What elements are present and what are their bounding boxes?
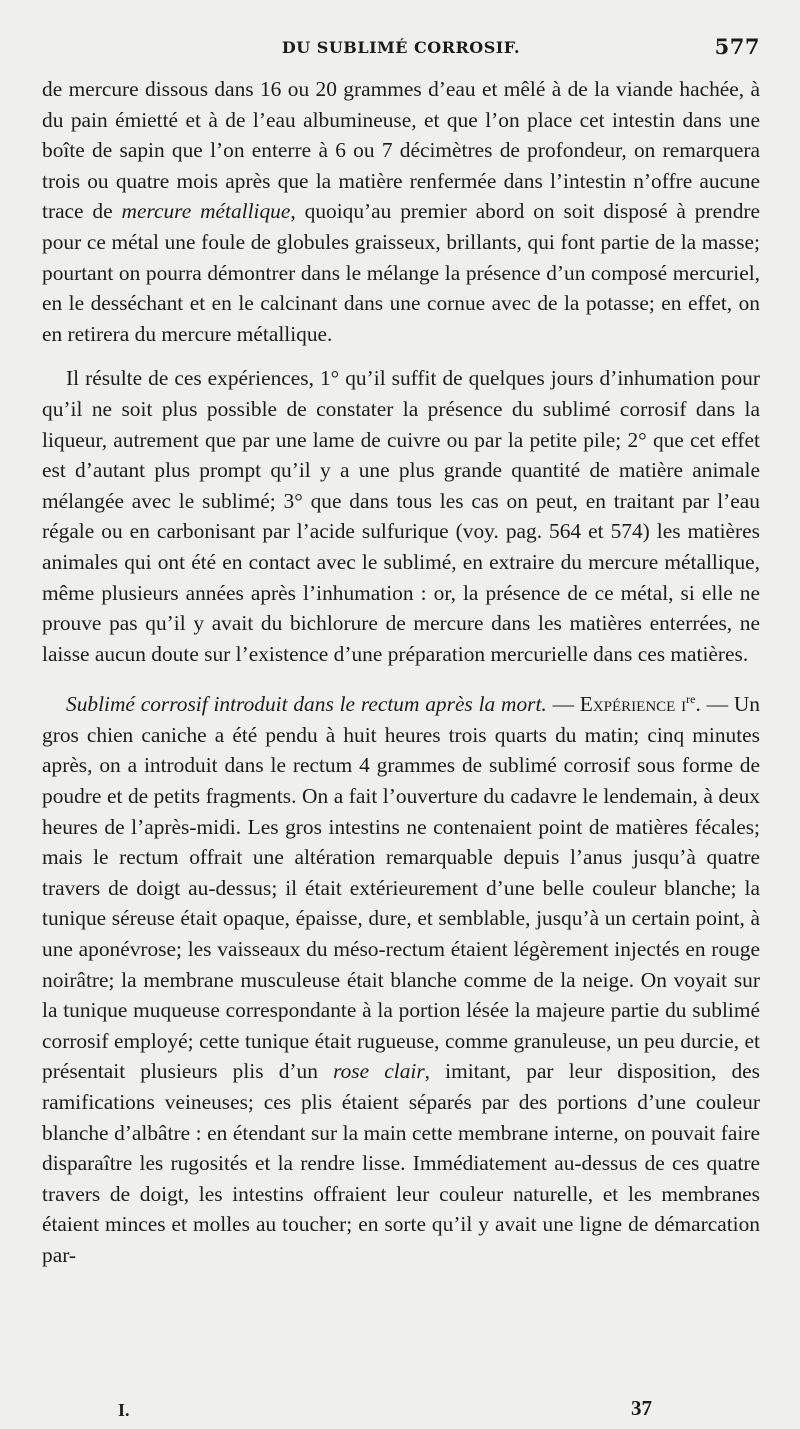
experiment-ordinal: re <box>686 692 696 707</box>
paragraph-text: . — Un gros chien caniche a été pendu à huit heures trois quarts du matin; cinq minutes après, on a introduit dans le rectum 4 grammes de sublimé corrosif sous forme de poudre et de petits fragments. On a fait l’ouverture du cadavre le lendemain, à deux heures de l’après-midi. Les gros intestins ne contenaient point de matières fécales; mais le rectum offrait une altération remarquable depuis l’anus jusqu’à quatre travers de doigt au-dessus; il était extérieurement d’une belle couleur blanche; la tunique séreuse était opaque, épaisse, dure, et semblable, jusqu’à un certain point, à une aponévrose; les vaisseaux du méso-rectum étaient légèrement injectés en rouge noirâtre; la membrane musculeuse était blanche comme de la neige. On voyait sur la tunique muqueuse correspondante à la portion lésée la majeure partie du sublimé corrosif employé; cette tunique était rugueuse, comme granuleuse, un peu durcie, et présentait plusieurs plis d’un <box>42 692 760 1084</box>
signature-mark: I. <box>118 1400 130 1420</box>
running-head <box>42 34 760 74</box>
italic-term: rose clair <box>333 1059 425 1084</box>
sheet-number: 37 <box>631 1396 652 1420</box>
paragraph-conclusions: Il résulte de ces expériences, 1° qu’il suffit de quelques jours d’inhumation pour qu’il ne soit plus possible de constater la présence du sublimé corrosif dans la liqueur, autrement que par une lame de cuivre ou par la petite pile; 2° que cet effet est d’autant plus prompt qu’il y a une plus grande quantité de matière animale mélangée avec le sublimé; 3° que dans tous les cas on peut, en traitant par l’eau régale ou en carbonisant par l’acide sulfurique (voy. pag. 564 et 574) les matières animales qui ont été en contact avec le sublimé, en extraire du mercure métallique, même plusieurs années après l’inhumation : or, la présence de ce métal, si elle ne prouve pas qu’il y avait du bichlorure de mercure dans les matières enterrées, ne laisse aucun doute sur l’existence d’une préparation mercurielle dans ces matières. <box>42 366 760 666</box>
paragraph-text: , quoiqu’au premier abord on soit disposé à prendre pour ce métal une foule de globules graisseux, brillants, qui font partie de la masse; pourtant on pourra démontrer dans le mélange la présence d’un composé mercuriel, en le desséchant et en le calcinant dans une cornue avec de la potasse; en effet, on en retirera du mercure métallique. <box>42 199 761 346</box>
paragraph-text: , imitant, par leur disposition, des ramifications veineuses; ces plis étaient séparés par des portions d’une couleur blanche d’albâtre : en étendant sur la main cette membrane interne, on pouvait faire disparaître les rugosités et la rendre lisse. Immédiatement au-dessus de ces quatre travers de doigt, les intestins offraient leur couleur naturelle, et les membranes étaient minces et molles au toucher; en sorte qu’il y avait une ligne de démarcation par- <box>42 1059 760 1267</box>
running-title: DU SUBLIMÉ CORROSIF. <box>281 38 521 57</box>
paragraph-text: de mercure dissous dans 16 ou 20 grammes d’eau et mêlé à de la viande hachée, à du pain émietté et à de l’eau albumineuse, et que l’on place cet intestin dans une boîte de sapin que l’on enterre à 6 ou 7 décimètres de profondeur, on remarquera trois ou quatre mois après que la matière renfermée dans l’intestin n’offre aucune trace de <box>42 77 760 224</box>
page-number: 577 <box>714 34 760 59</box>
experiment-number: i <box>681 692 687 717</box>
italic-term: mercure métallique <box>121 199 291 224</box>
experiment-label: — Expérience <box>552 692 676 717</box>
paragraph-continuation <box>42 74 760 349</box>
paragraph-experiment <box>42 689 760 1270</box>
section-heading: Sublimé corrosif introduit dans le rectum après la mort. <box>66 692 547 717</box>
